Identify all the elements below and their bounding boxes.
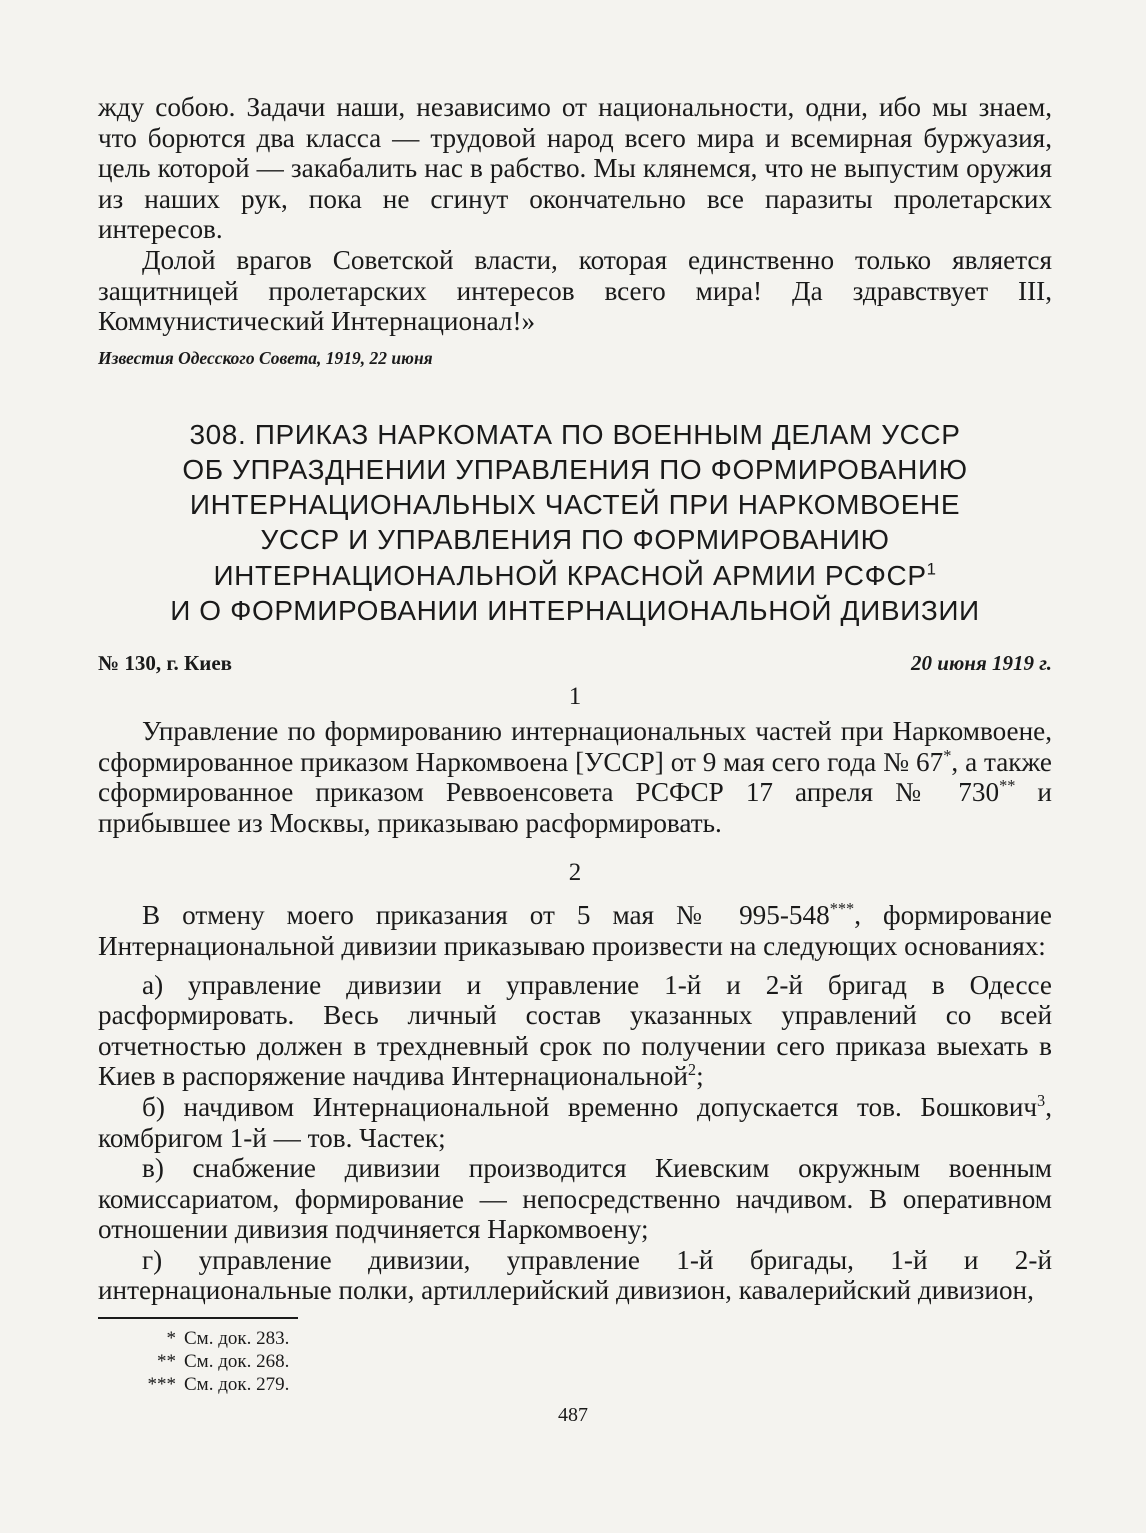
heading-line-text: ИНТЕРНАЦИОНАЛЬНОЙ КРАСНОЙ АРМИИ РСФСР (213, 559, 927, 591)
footnote-mark: * (166, 1328, 176, 1350)
text-span: , комбригом 1-й — тов. Частек; (98, 1091, 1052, 1153)
footnote-ref: * (943, 745, 952, 765)
footnote-mark: *** (147, 1374, 176, 1396)
section-2-intro (98, 900, 1052, 961)
text-span: Управление по формированию интернациональных частей при Наркомвоене, сформированное приказом Наркомвоена [УССР] от 9 мая сего года № 67 (98, 715, 1052, 777)
text-span: В отмену моего приказания от 5 мая № 995-548 (142, 900, 830, 931)
heading-line: УССР И УПРАВЛЕНИЯ ПО ФОРМИРОВАНИЮ (260, 524, 890, 556)
text-span: ; (696, 1061, 704, 1092)
heading-line (98, 558, 1052, 593)
footnote (98, 1327, 1052, 1350)
footnote-ref: *** (829, 899, 855, 919)
paragraph-continuation: жду собою. Задачи наши, независимо от национальности, одни, ибо мы знаем, что борются два класса — трудовой народ всего мира и всемирная буржуазия, цель которой — закабалить нас в рабство. Мы клянемся, что не выпустим оружия из наших рук, пока не сгинут окончательно все паразиты пролетарских интересов. (98, 92, 1052, 245)
heading-line: ИНТЕРНАЦИОНАЛЬНЫХ ЧАСТЕЙ ПРИ НАРКОМВОЕНЕ (189, 489, 961, 521)
document-page (98, 92, 1052, 1396)
section-number: 2 (568, 859, 582, 887)
order-number: № 130, г. Киев (98, 650, 233, 675)
list-item-a (98, 970, 1052, 1092)
paragraph-slogan: Долой врагов Советской власти, которая единственно только является защитницей пролетарских интересов всего мира! Да здравствует III, Коммунистический Интернационал!» (98, 244, 1052, 337)
heading-line: 308. ПРИКАЗ НАРКОМАТА ПО ВОЕННЫМ ДЕЛАМ УССР (189, 418, 961, 450)
list-item-d: г) управление дивизии, управление 1-й бригады, 1-й и 2-й интернациональные полки, артиллерийский дивизион, кавалерийский дивизион, (98, 1244, 1052, 1306)
page-number: 487 (558, 1404, 588, 1426)
section-number: 1 (568, 682, 582, 710)
source-citation: Известия Одесского Совета, 1919, 22 июня (98, 347, 433, 368)
document-heading (98, 417, 1052, 628)
footnotes (98, 1327, 1052, 1396)
footnote-ref: 3 (1037, 1090, 1046, 1110)
footnote (98, 1350, 1052, 1373)
footnote (98, 1373, 1052, 1396)
heading-line: ОБ УПРАЗДНЕНИИ УПРАВЛЕНИЯ ПО ФОРМИРОВАНИЮ (182, 453, 968, 485)
footnote-mark: ** (157, 1351, 176, 1373)
text-span: б) начдивом Интернациональной временно допускается тов. Бошкович (142, 1091, 1038, 1122)
list-item-b (98, 1092, 1052, 1153)
heading-line: И О ФОРМИРОВАНИИ ИНТЕРНАЦИОНАЛЬНОЙ ДИВИЗИИ (170, 594, 980, 626)
text-span: а) управление дивизии и управление 1-й и 2-й бригад в Одессе расформировать. Весь личный состав указанных управлений со всей отчетностью должен в трехдневный срок по получении сего приказа выехать в Киев в распоряжение начдива Интернациональной (98, 969, 1052, 1092)
footnote-divider (98, 1317, 298, 1319)
footnote-text: См. док. 283. (184, 1328, 290, 1350)
footnote-ref: 2 (687, 1060, 697, 1080)
text-span: , формирование Интернациональной дивизии приказываю произвести на следующих основаниях: (98, 900, 1053, 961)
order-date: 20 июня 1919 г. (911, 650, 1052, 675)
footnote-text: См. док. 268. (184, 1351, 290, 1373)
footnote-ref: 1 (926, 559, 937, 579)
list-item-c: в) снабжение дивизии производится Киевским окружным военным комиссариатом, формирование — непосредственно начдивом. В оперативном отношении дивизия подчиняется Наркомвоену; (98, 1153, 1052, 1245)
text-span: и прибывшее из Москвы, приказываю расформировать. (98, 777, 1052, 838)
text-span: , а также сформированное приказом Реввоенсовета РСФСР 17 апреля № 730 (98, 746, 1052, 808)
section-1-text (98, 716, 1052, 838)
order-meta (98, 650, 1052, 676)
footnote-ref: ** (999, 776, 1016, 796)
footnote-text: См. док. 279. (184, 1374, 290, 1396)
